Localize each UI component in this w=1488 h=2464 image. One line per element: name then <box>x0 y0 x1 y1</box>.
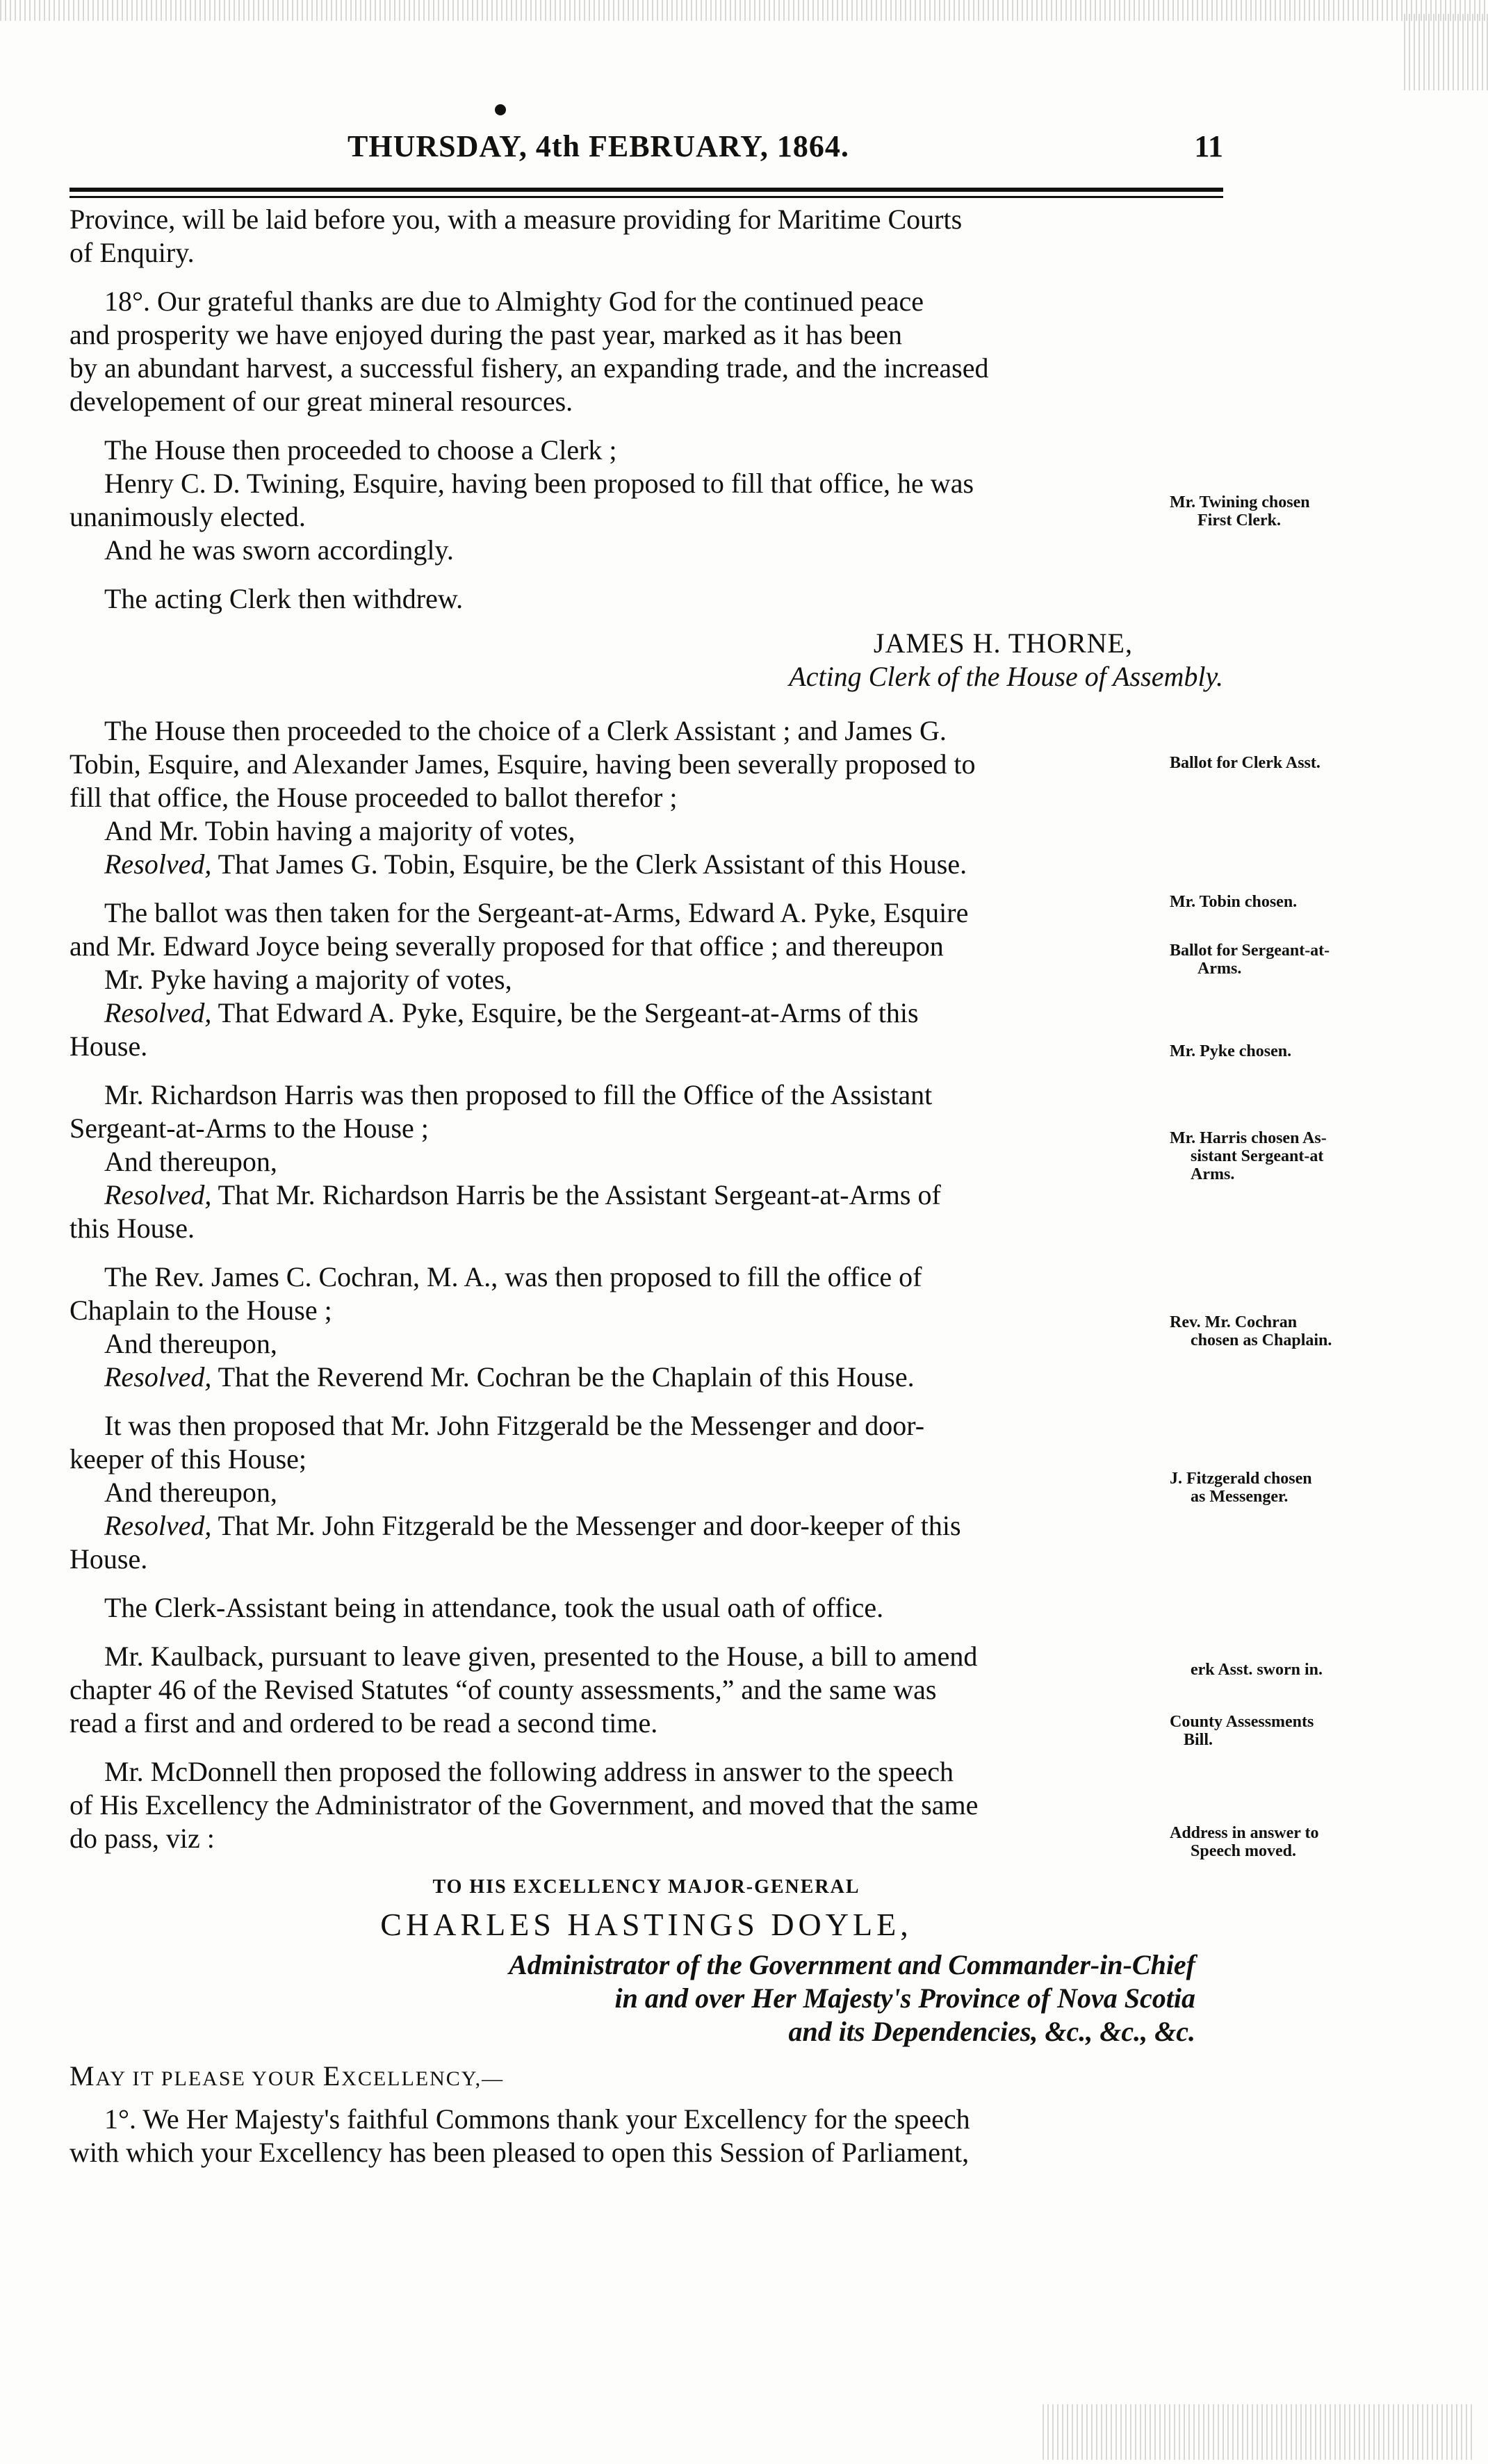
address-title-line: in and over Her Majesty's Province of Nova Scotia <box>614 1982 1195 2014</box>
margin-note-line: Address in answer to <box>1170 1824 1319 1842</box>
margin-note-line: Rev. Mr. Cochran <box>1170 1313 1298 1331</box>
resolution-text: That James G. Tobin, Esquire, be the Clerk Assistant of this House. <box>211 848 967 880</box>
text-line: with which your Excellency has been pleased to open this Session of Parliament, <box>70 2137 970 2168</box>
body-text <box>70 203 1223 2185</box>
scan-noise-corner <box>1404 14 1488 90</box>
paragraph-clerk-withdrew <box>70 582 1223 616</box>
margin-note-line: Mr. Tobin chosen. <box>1170 893 1298 911</box>
text-line: Chaplain to the House ; <box>70 1295 332 1326</box>
resolution-line <box>70 1509 1223 1543</box>
margin-note-fitzgerald <box>1170 1470 1469 1506</box>
paragraph-sergeant <box>70 896 1223 1063</box>
text-line: Tobin, Esquire, and Alexander James, Esquire, having been severally proposed to <box>70 748 976 780</box>
text-line: by an abundant harvest, a successful fishery, an expanding trade, and the increased <box>70 352 989 384</box>
margin-note-address-moved <box>1170 1824 1469 1860</box>
text-line: The Rev. James C. Cochran, M. A., was then proposed to fill the office of <box>104 1261 922 1292</box>
page-number: 11 <box>1194 129 1223 163</box>
margin-note-line: J. Fitzgerald chosen <box>1170 1470 1312 1488</box>
text-line: Mr. Richardson Harris was then proposed to fill the Office of the Assistant <box>104 1079 933 1110</box>
text-line: House. <box>70 1030 148 1062</box>
margin-note-line: Ballot for Sergeant-at- <box>1170 942 1330 960</box>
text-line: The acting Clerk then withdrew. <box>104 583 464 614</box>
scan-noise-bottom <box>1043 2404 1473 2460</box>
salutation-text: XCELLENCY,— <box>341 2067 505 2090</box>
salutation <box>70 2060 1223 2096</box>
margin-note-clerk-sworn <box>1170 1661 1469 1679</box>
text-line: And thereupon, <box>104 1477 277 1508</box>
margin-note-cochran <box>1170 1313 1469 1349</box>
resolved-label: Resolved, <box>104 848 212 880</box>
resolved-label: Resolved, <box>104 1510 212 1541</box>
resolution-line <box>70 1178 1223 1212</box>
address-title-line: Administrator of the Government and Commander-in-Chief <box>509 1949 1195 1980</box>
text-line: chapter 46 of the Revised Statutes “of county assessments,” and the same was <box>70 1674 937 1705</box>
text-line: And Mr. Tobin having a majority of votes, <box>104 815 575 846</box>
text-line: 18°. Our grateful thanks are due to Almighty God for the continued peace <box>104 286 924 317</box>
resolution-line <box>70 1361 1223 1394</box>
text-line: 1°. We Her Majesty's faithful Commons thank your Excellency for the speech <box>104 2103 970 2135</box>
resolution-text: That Mr. John Fitzgerald be the Messenger and door-keeper of this <box>211 1510 961 1541</box>
text-line: House. <box>70 1543 148 1575</box>
text-line: Henry C. D. Twining, Esquire, having been proposed to fill that office, he was <box>104 468 974 499</box>
text-line: keeper of this House; <box>70 1443 307 1475</box>
text-line: And thereupon, <box>104 1146 277 1177</box>
signature-block <box>70 627 1223 693</box>
margin-note-line: sistant Sergeant-at <box>1191 1147 1324 1165</box>
paragraph-assistant-sergeant <box>70 1078 1223 1245</box>
header-rule-thick <box>70 188 1223 192</box>
salutation-initial: E <box>322 2060 342 2092</box>
text-line: And thereupon, <box>104 1328 277 1359</box>
text-line: Mr. Pyke having a majority of votes, <box>104 964 512 995</box>
margin-note-line: Mr. Twining chosen <box>1170 493 1310 511</box>
paragraph-address-proposal <box>70 1755 1223 1855</box>
resolution-text: That the Reverend Mr. Cochran be the Chaplain of this House. <box>211 1361 915 1393</box>
margin-note-twining <box>1170 493 1469 529</box>
printer-dot <box>495 104 506 115</box>
resolved-label: Resolved, <box>104 997 212 1028</box>
signature-title: Acting Clerk of the House of Assembly. <box>789 661 1223 692</box>
text-line: The Clerk-Assistant being in attendance, took the usual oath of office. <box>104 1592 884 1623</box>
paragraph-clerk-assistant <box>70 714 1223 881</box>
resolution-text: That Mr. Richardson Harris be the Assistant Sergeant-at-Arms of <box>211 1179 941 1210</box>
paragraph-maritime-courts <box>70 203 1223 270</box>
resolved-label: Resolved, <box>104 1361 212 1393</box>
address-to-line: TO HIS EXCELLENCY MAJOR-GENERAL <box>432 1876 860 1898</box>
text-line: of His Excellency the Administrator of the Government, and moved that the same <box>70 1789 979 1821</box>
text-line: And he was sworn accordingly. <box>104 534 454 566</box>
text-line: Sergeant-at-Arms to the House ; <box>70 1112 429 1144</box>
text-line: unanimously elected. <box>70 501 306 532</box>
salutation-initial: M <box>70 2060 96 2092</box>
margin-note-ballot-clerk <box>1170 754 1469 772</box>
paragraph-messenger <box>70 1409 1223 1576</box>
text-line: and prosperity we have enjoyed during the past year, marked as it has been <box>70 319 902 350</box>
running-header <box>70 129 1223 177</box>
paragraph-thanks <box>70 285 1223 418</box>
text-line: The House then proceeded to the choice of a Clerk Assistant ; and James G. <box>104 715 947 746</box>
signature-name: JAMES H. THORNE, <box>873 627 1133 659</box>
address-title-line: and its Dependencies, &c., &c., &c. <box>788 2016 1195 2047</box>
address-title <box>70 1948 1223 2048</box>
text-line: Mr. Kaulback, pursuant to leave given, presented to the House, a bill to amend <box>104 1641 978 1672</box>
resolution-text: That Edward A. Pyke, Esquire, be the Sergeant-at-Arms of this <box>211 997 919 1028</box>
text-line: fill that office, the House proceeded to ballot therefor ; <box>70 782 678 813</box>
margin-note-county-bill <box>1170 1713 1469 1749</box>
text-line: of Enquiry. <box>70 237 195 268</box>
text-line: developement of our great mineral resources. <box>70 386 573 417</box>
paragraph-chaplain <box>70 1260 1223 1394</box>
margin-note-line: County Assessments <box>1170 1713 1314 1731</box>
text-line: Mr. McDonnell then proposed the following address in answer to the speech <box>104 1756 954 1787</box>
text-line: Province, will be laid before you, with a measure providing for Maritime Courts <box>70 204 963 235</box>
margin-note-line: Mr. Pyke chosen. <box>1170 1042 1292 1060</box>
text-line: this House. <box>70 1213 195 1244</box>
margin-note-line: Mr. Harris chosen As- <box>1170 1129 1327 1147</box>
margin-note-line: Arms. <box>1197 960 1242 978</box>
text-line: do pass, viz : <box>70 1823 215 1854</box>
paragraph-county-bill <box>70 1640 1223 1740</box>
header-title: THURSDAY, 4th FEBRUARY, 1864. <box>348 129 849 163</box>
margin-note-line: chosen as Chaplain. <box>1191 1331 1332 1349</box>
margin-note-line: as Messenger. <box>1191 1488 1289 1506</box>
resolution-line <box>70 996 1223 1030</box>
text-line: It was then proposed that Mr. John Fitzgerald be the Messenger and door- <box>104 1410 925 1441</box>
margin-note-tobin <box>1170 893 1469 911</box>
margin-note-line: erk Asst. sworn in. <box>1191 1661 1323 1679</box>
text-line: The ballot was then taken for the Sergeant-at-Arms, Edward A. Pyke, Esquire <box>104 897 969 928</box>
margin-note-line: Bill. <box>1184 1731 1213 1749</box>
resolution-line <box>70 848 1223 881</box>
margin-note-line: Speech moved. <box>1191 1842 1296 1860</box>
resolved-label: Resolved, <box>104 1179 212 1210</box>
text-line: read a first and and ordered to be read a second time. <box>70 1707 658 1739</box>
text-line: The House then proceeded to choose a Clerk ; <box>104 434 617 466</box>
margin-note-harris <box>1170 1129 1469 1183</box>
margin-note-line: Ballot for Clerk Asst. <box>1170 754 1321 772</box>
margin-note-pyke <box>1170 1042 1469 1060</box>
header-rule-thin <box>70 196 1223 198</box>
scan-noise-top <box>0 0 1488 21</box>
margin-note-line: First Clerk. <box>1197 511 1281 529</box>
salutation-text: AY IT PLEASE YOUR <box>95 2067 323 2090</box>
address-name: CHARLES HASTINGS DOYLE, <box>380 1907 913 1942</box>
margin-note-ballot-sergeant <box>1170 942 1469 978</box>
margin-note-line: Arms. <box>1191 1165 1235 1183</box>
paragraph-clerk-choice <box>70 434 1223 567</box>
text-line: and Mr. Edward Joyce being severally proposed for that office ; and thereupon <box>70 930 944 962</box>
paragraph-oath <box>70 1591 1223 1625</box>
address-paragraph-1 <box>70 2103 1223 2169</box>
